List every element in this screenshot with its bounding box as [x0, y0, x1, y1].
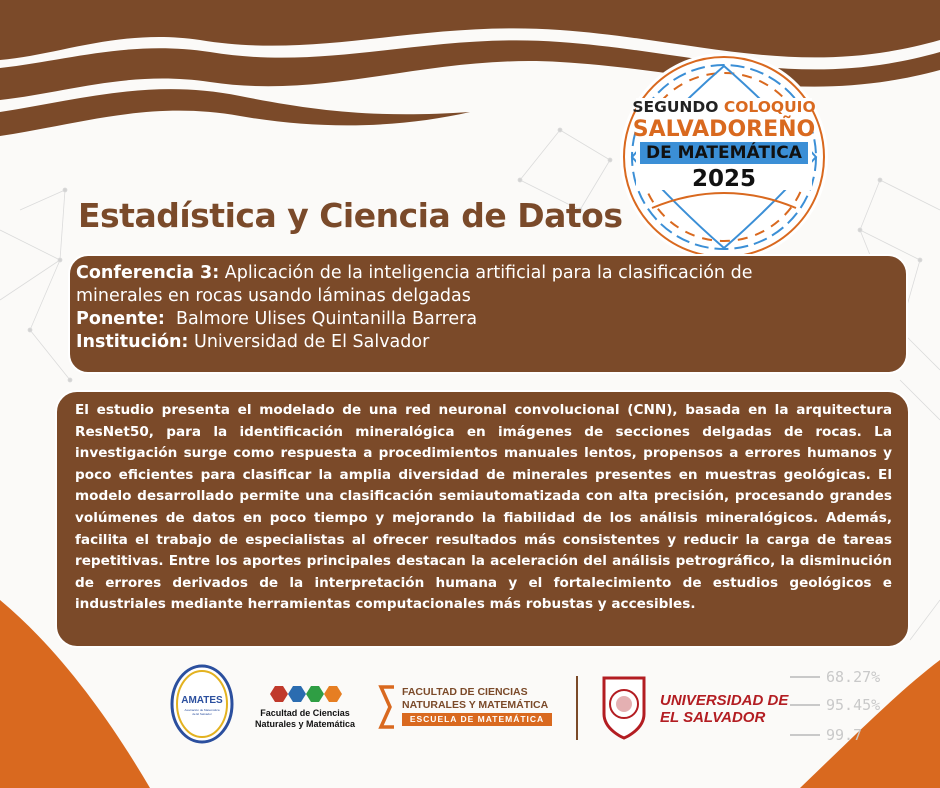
conference-label: Conferencia 3: [76, 263, 220, 283]
escuela-line1: FACULTAD DE CIENCIAS [402, 686, 528, 698]
badge-year: 2025 [691, 166, 756, 192]
badge-segundo: SEGUNDO [632, 98, 719, 116]
fcnm-logo-small [250, 684, 360, 734]
talk-title-line1: Aplicación de la inteligencia artificial para la clasificación de [224, 263, 753, 283]
badge-de-matematica: DE MATEMÁTICA [640, 142, 808, 164]
escuela-line2: NATURALES Y MATEMÁTICA [402, 699, 549, 711]
bg-percentage: 99.7 [826, 726, 863, 744]
section-title: Estadística y Ciencia de Datos [78, 196, 623, 235]
ues-seal-icon [598, 674, 650, 742]
fcnm-small-line2: Naturales y Matemática [254, 719, 356, 729]
ues-logo [598, 674, 788, 744]
fcnm-small-line1: Facultad de Ciencias [260, 708, 350, 718]
amates-subtitle: Asociación de Matemática de El Salvador [184, 708, 220, 716]
abstract-text: El estudio presenta el modelado de una red neuronal convolucional (CNN), basada en la arquitectura ResNet50, para la identificación mineralógica en imágenes de secciones delgadas de rocas. La investigación surge como respuesta a procedimientos manuales lentos, propensos a errores humanos y poco eficientes para clasificar la amplia diversidad de minerales presentes en muestras geológicas. El modelo desarrollado permite una clasificación semiautomatizada con alta precisión, procesando grandes volúmenes de datos en poco tiempo y mejorando la fiabilidad de los análisis mineralógicos. Además, facilita el trabajo de especialistas al ofrecer resultados más consistentes y reducir la carga de tareas repetitivas. Entre los aportes principales destacan la aceleración del análisis petrográfico, la disminución de errores derivados de la interpretación humana y el fortalecimiento de estudios geológicos e industriales mediante herramientas computacionales más robustas y accesibles. [75, 402, 892, 613]
badge-salvadoreno: SALVADOREÑO [632, 117, 816, 142]
institution-label: Institución: [76, 332, 189, 352]
bg-percentage: 95.45% [826, 696, 881, 714]
event-badge [612, 46, 836, 268]
amates-logo [170, 664, 234, 744]
abstract-box [55, 390, 910, 648]
bg-percentage: 68.27% [826, 668, 881, 686]
ues-line1: UNIVERSIDAD DE [660, 692, 789, 709]
talk-title-line2: minerales en rocas usando láminas delgadas [76, 286, 471, 306]
badge-coloquio: COLOQUIO [723, 98, 816, 116]
amates-name: AMATES [181, 695, 223, 706]
science-hexagons-icon [268, 684, 344, 704]
talk-info-box [68, 254, 908, 374]
speaker-label: Ponente: [76, 309, 165, 329]
escuela-line3: ESCUELA DE MATEMÁTICA [402, 713, 552, 726]
escuela-matematica-logo [378, 683, 556, 731]
ues-line2: EL SALVADOR [660, 709, 766, 726]
institution-name: Universidad de El Salvador [194, 332, 430, 352]
speaker-name: Balmore Ulises Quintanilla Barrera [176, 309, 478, 329]
sigma-icon [378, 685, 396, 729]
logo-divider [576, 676, 578, 740]
